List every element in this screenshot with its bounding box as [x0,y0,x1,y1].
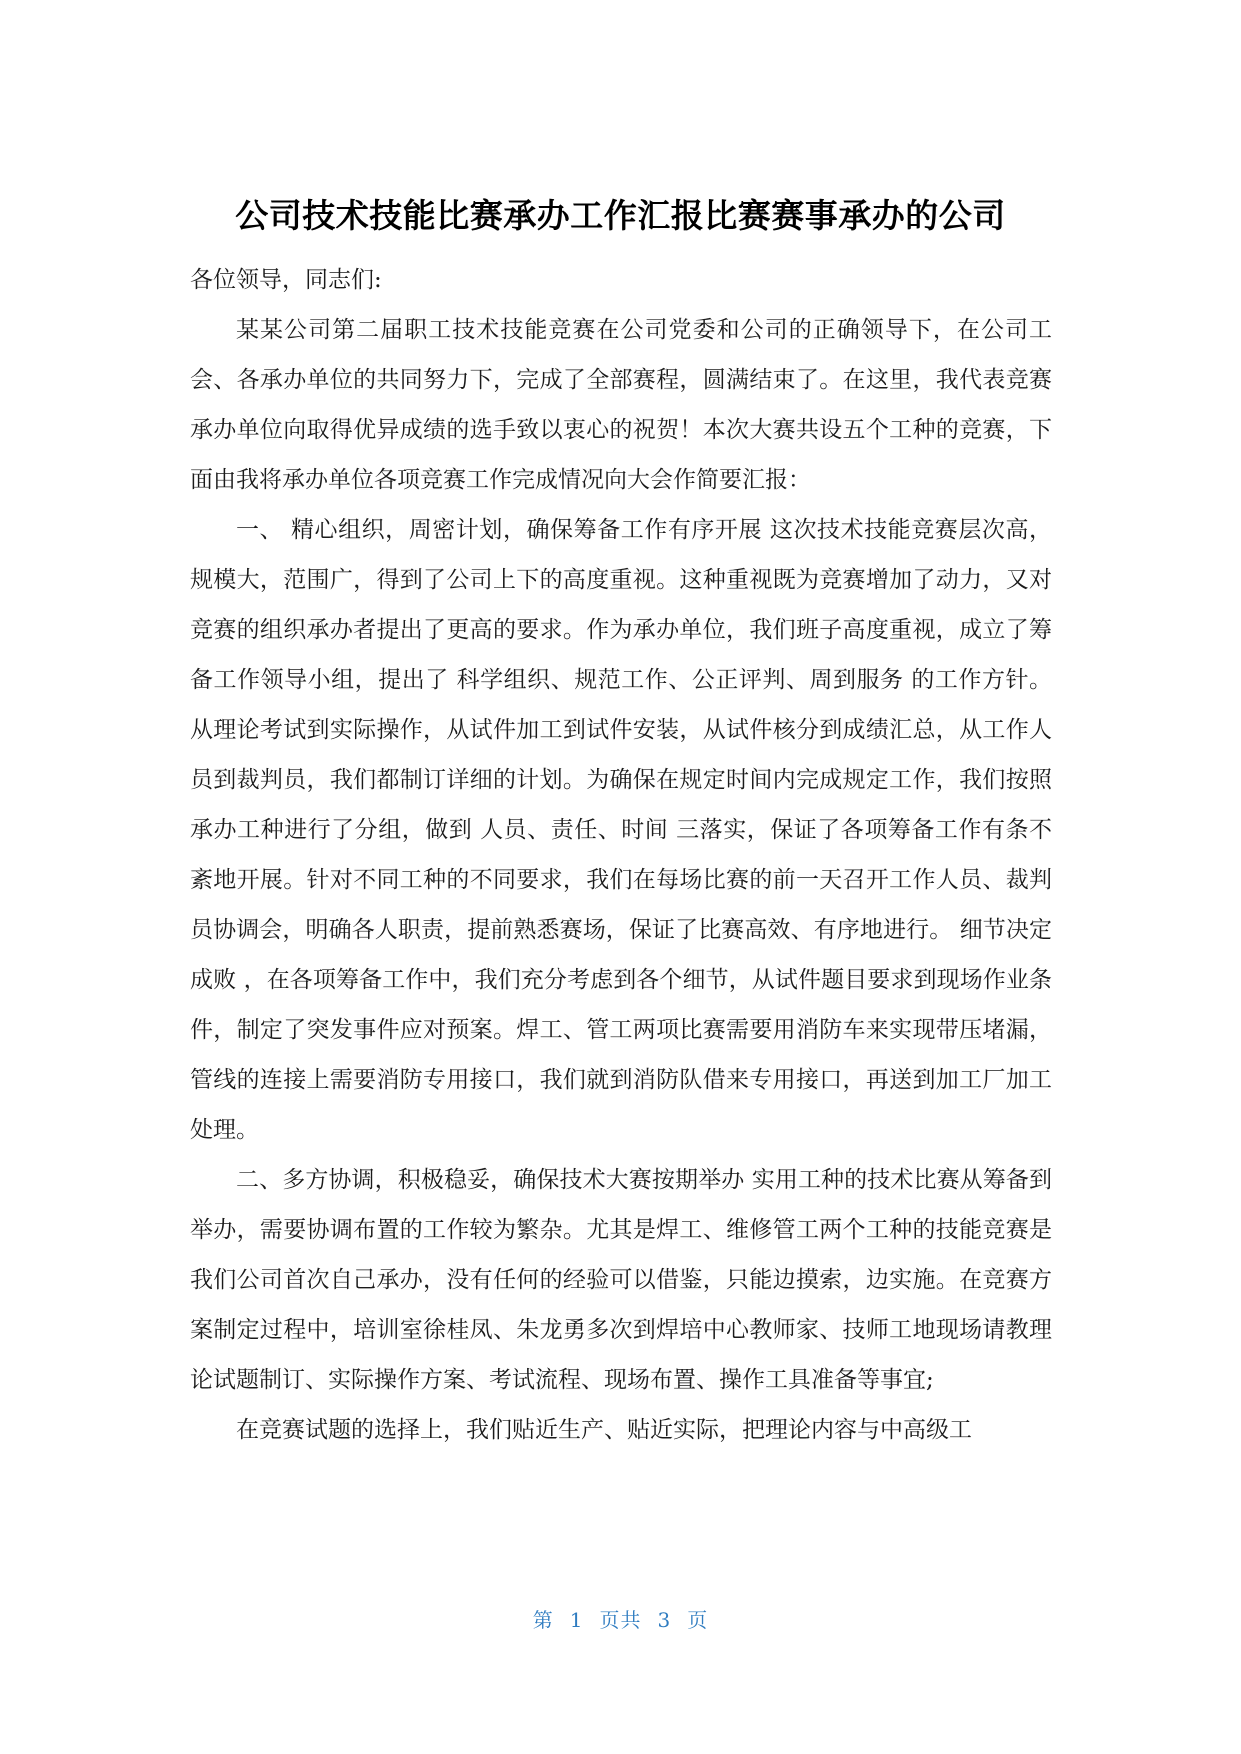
page-label-suffix: 页 [687,1608,709,1632]
paragraph: 某某公司第二届职工技术技能竞赛在公司党委和公司的正确领导下，在公司工会、各承办单位的共同努力下，完成了全部赛程，圆满结束了。在这里，我代表竞赛承办单位向取得优异成绩的选手致以衷心的祝贺！本次大赛共设五个工种的竞赛，下面由我将承办单位各项竞赛工作完成情况向大会作简要汇报： [190,317,1052,493]
document-title: 公司技术技能比赛承办工作汇报比赛赛事承办的公司 [235,196,1006,235]
paragraph: 在竞赛试题的选择上，我们贴近生产、贴近实际，把理论内容与中高级工 [236,1417,972,1443]
total-pages-number: 3 [657,1608,672,1632]
salutation: 各位领导，同志们: [190,267,382,293]
page-label-middle: 页共 [599,1608,642,1632]
current-page-number: 1 [569,1608,584,1632]
paragraph: 二、多方协调，积极稳妥，确保技术大赛按期举办 实用工种的技术比赛从筹备到举办，需要协调布置的工作较为繁杂。尤其是焊工、维修管工两个工种的技能竞赛是我们公司首次自己承办，没有任何的经验可以借鉴，只能边摸索，边实施。在竞赛方案制定过程中，培训室徐桂凤、朱龙勇多次到焊培中心教师家、技师工地现场请教理论试题制订、实际操作方案、考试流程、现场布置、操作工具准备等事宜; [190,1167,1052,1393]
document-body [190,255,1052,1455]
page-label-prefix: 第 [532,1608,554,1632]
page-footer [0,1604,1241,1633]
paragraph: 一、 精心组织，周密计划，确保筹备工作有序开展 这次技术技能竞赛层次高，规模大，范围广，得到了公司上下的高度重视。这种重视既为竞赛增加了动力，又对竞赛的组织承办者提出了更高的要求。作为承办单位，我们班子高度重视，成立了筹备工作领导小组，提出了 科学组织、规范工作、公正评判、周到服务 的工作方针。从理论考试到实际操作，从试件加工到试件安装，从试件核分到成绩汇总，从工作人员到裁判员，我们都制订详细的计划。为确保在规定时间内完成规定工作，我们按照承办工种进行了分组，做到 人员、责任、时间 三落实，保证了各项筹备工作有条不紊地开展。针对不同工种的不同要求，我们在每场比赛的前一天召开工作人员、裁判员协调会，明确各人职责，提前熟悉赛场，保证了比赛高效、有序地进行。 细节决定成败 ，在各项筹备工作中，我们充分考虑到各个细节，从试件题目要求到现场作业条件，制定了突发事件应对预案。焊工、管工两项比赛需要用消防车来实现带压堵漏，管线的连接上需要消防专用接口，我们就到消防队借来专用接口，再送到加工厂加工处理。 [190,517,1052,1143]
